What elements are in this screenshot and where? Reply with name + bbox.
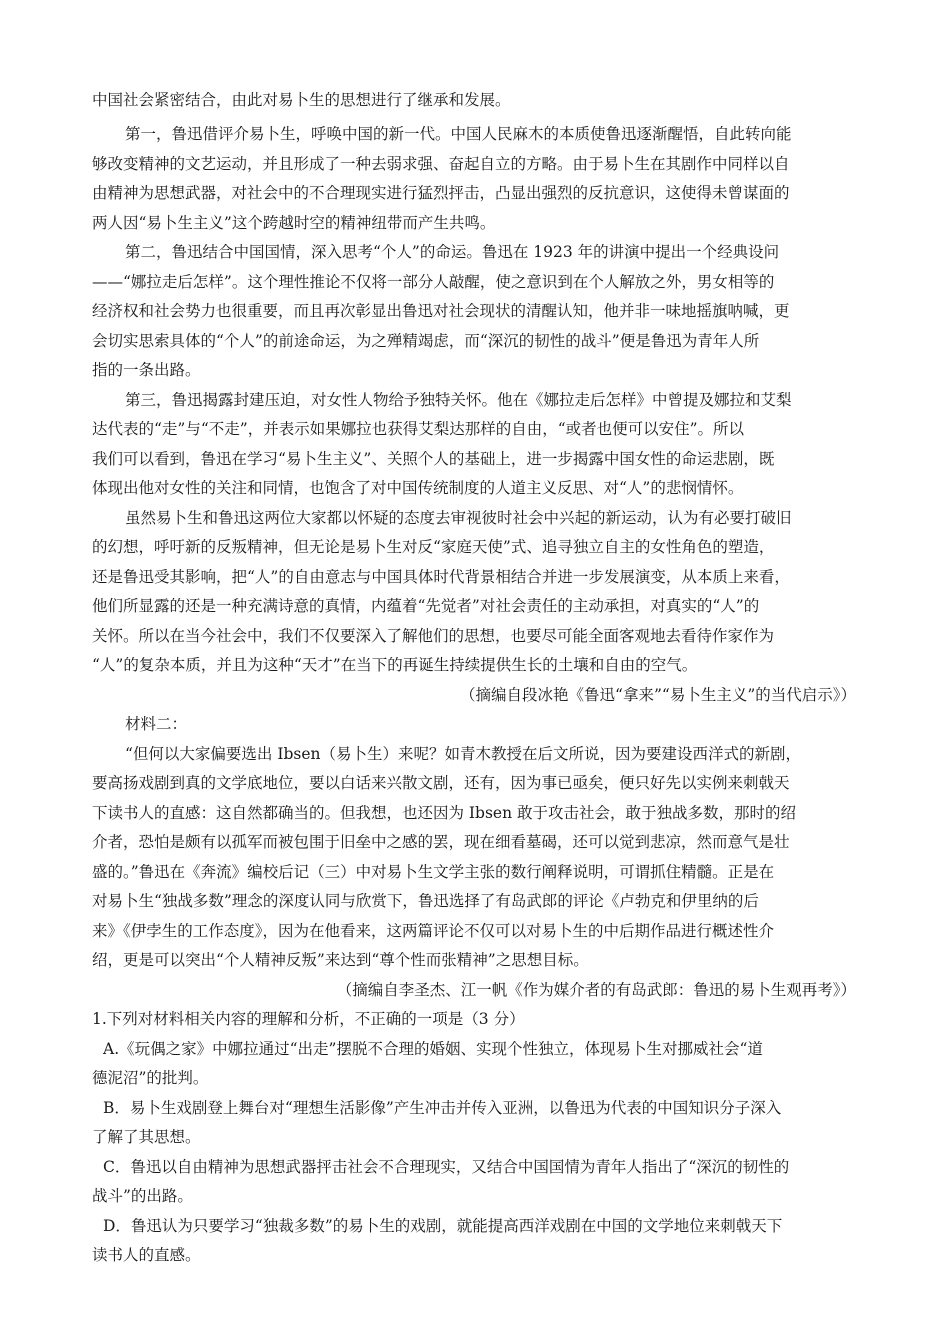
- source-citation: （摘编自段冰艳《鲁迅“拿来”“易卜生主义”的当代启示》）: [460, 686, 856, 704]
- paragraph-line: 的幻想，呼吁新的反叛精神，但无论是易卜生对反“家庭天使”式、追寻独立自主的女性角色的塑造，: [92, 538, 775, 556]
- paragraph-line: 第三，鲁迅揭露封建压迫，对女性人物给予独特关怀。他在《娜拉走后怎样》中曾提及娜拉和艾梨: [125, 391, 792, 409]
- paragraph-line: ——“娜拉走后怎样”。这个理性推论不仅将一部分人敲醒，使之意识到在个人解放之外，男女相等的: [92, 273, 775, 291]
- paragraph-line: 对易卜生“独战多数”理念的深度认同与欣赏下，鲁迅选择了有岛武郎的评论《卢勃克和伊里纳的后: [92, 892, 759, 910]
- paragraph-line: 关怀。所以在当今社会中，我们不仅要深入了解他们的思想，也要尽可能全面客观地去看待作家作为: [92, 627, 775, 645]
- paragraph-line: “人”的复杂本质，并且为这种“天才”在当下的再诞生持续提供生长的土壤和自由的空气。: [92, 656, 698, 674]
- paragraph-line: 会切实思索具体的“个人”的前途命运，为之殚精竭虑，而“深沉的韧性的战斗”便是鲁迅为青年人所: [92, 332, 760, 350]
- paragraph-line: 体现出他对女性的关注和同情，也饱含了对中国传统制度的人道主义反思、对“人”的悲悯情怀。: [92, 479, 744, 497]
- paragraph-line: 虽然易卜生和鲁迅这两位大家都以怀疑的态度去审视彼时社会中兴起的新运动，认为有必要打破旧: [125, 509, 792, 527]
- paragraph-line: 介者，恐怕是颇有以孤军而被包围于旧垒中之感的罢，现在细看墓碣，还可以觉到悲凉，然而意气是壮: [92, 833, 790, 851]
- paragraph-line: 还是鲁迅受其影响，把“人”的自由意志与中国具体时代背景相结合并进一步发展演变，从本质上来看，: [92, 568, 790, 586]
- option-a: A.《玩偶之家》中娜拉通过“出走”摆脱不合理的婚姻、实现个性独立，体现易卜生对挪威社会“道: [103, 1040, 763, 1058]
- paragraph-line: 第二，鲁迅结合中国国情，深入思考“个人”的命运。鲁迅在 1923 年的讲演中提出一个经典设问: [125, 243, 780, 261]
- paragraph-line: 绍，更是可以突出“个人精神反叛”来达到“尊个性而张精神”之思想目标。: [92, 951, 589, 969]
- paragraph-line: 指的一条出路。: [92, 361, 201, 379]
- paragraph-line: 要高扬戏剧到真的文学底地位，要以白话来兴散文剧，还有，因为事已亟矣，便只好先以实例来刺戟天: [92, 774, 790, 792]
- option-c-continued: 战斗”的出路。: [92, 1187, 193, 1205]
- option-d: D．鲁迅认为只要学习“独裁多数”的易卜生的戏剧，就能提高西洋戏剧在中国的文学地位来刺戟天下: [103, 1217, 783, 1235]
- paragraph-line: “但何以大家偏要选出 Ibsen（易卜生）来呢？如青木教授在后文所说，因为要建设西洋式的新剧，: [125, 745, 802, 763]
- source-citation: （摘编自李圣杰、江一帆《作为媒介者的有岛武郎：鲁迅的易卜生观再考》）: [336, 981, 856, 999]
- material-heading: 材料二：: [125, 715, 188, 733]
- paragraph-line: 来》《伊孛生的工作态度》，因为在他看来，这两篇评论不仅可以对易卜生的中后期作品进行概述性介: [92, 922, 775, 940]
- option-a-continued: 德泥沼”的批判。: [92, 1069, 209, 1087]
- option-b: B．易卜生戏剧登上舞台对“理想生活影像”产生冲击并传入亚洲，以鲁迅为代表的中国知识分子深入: [103, 1099, 782, 1117]
- paragraph-line: 我们可以看到，鲁迅在学习“易卜生主义”、关照个人的基础上，进一步揭露中国女性的命运悲剧，既: [92, 450, 775, 468]
- paragraph-line: 两人因“易卜生主义”这个跨越时空的精神纽带而产生共鸣。: [92, 214, 496, 232]
- paragraph-line: 达代表的“走”与“不走”，并表示如果娜拉也获得艾梨达那样的自由，“或者也便可以安住”。所以: [92, 420, 745, 438]
- question-stem: 1.下列对材料相关内容的理解和分析，不正确的一项是（3 分）: [92, 1010, 525, 1028]
- paragraph-line: 由精神为思想武器，对社会中的不合理现实进行猛烈抨击，凸显出强烈的反抗意识，这使得未曾谋面的: [92, 184, 790, 202]
- paragraph-line: 经济权和社会势力也很重要，而且再次彰显出鲁迅对社会现状的清醒认知，他并非一味地摇旗呐喊，更: [92, 302, 790, 320]
- paragraph-line: 第一，鲁迅借评介易卜生，呼唤中国的新一代。中国人民麻木的本质使鲁迅逐渐醒悟，自此转向能: [125, 125, 792, 143]
- paragraph-line: 盛的。”鲁迅在《奔流》编校后记（三）中对易卜生文学主张的数行阐释说明，可谓抓住精髓。正是在: [92, 863, 775, 881]
- option-b-continued: 了解了其思想。: [92, 1128, 201, 1146]
- option-c: C．鲁迅以自由精神为思想武器抨击社会不合理现实，又结合中国国情为青年人指出了“深沉的韧性的: [103, 1158, 790, 1176]
- option-d-continued: 读书人的直感。: [92, 1246, 201, 1264]
- paragraph-line: 够改变精神的文艺运动，并且形成了一种去弱求强、奋起自立的方略。由于易卜生在其剧作中同样以自: [92, 155, 790, 173]
- paragraph-line: 中国社会紧密结合，由此对易卜生的思想进行了继承和发展。: [92, 91, 511, 109]
- paragraph-line: 他们所显露的还是一种充满诗意的真情，内蕴着“先觉者”对社会责任的主动承担，对真实的“人”的: [92, 597, 760, 615]
- paragraph-line: 下读书人的直感：这自然都确当的。但我想，也还因为 Ibsen 敢于攻击社会，敢于独战多数，那时的绍: [92, 804, 797, 822]
